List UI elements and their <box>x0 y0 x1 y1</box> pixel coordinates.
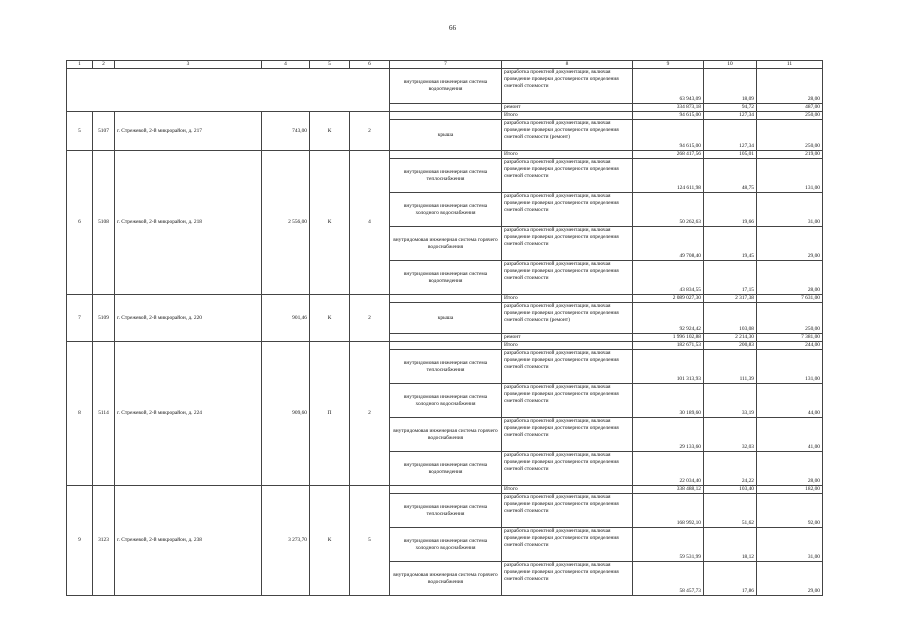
table-row <box>67 61 823 69</box>
cost-cell: 168 992,10 <box>633 494 704 528</box>
column-header: 4 <box>262 61 310 69</box>
empty-cell <box>390 112 502 120</box>
floors: 4 <box>350 151 390 295</box>
system-name: внутридомовая инженерная система теплоснабжения <box>390 494 502 528</box>
cost-cell: 124 611,98 <box>633 159 704 193</box>
table-row <box>67 112 823 120</box>
unit-cost-cell: 51,62 <box>704 494 757 528</box>
unit-cost-cell: 103,08 <box>704 303 757 334</box>
row-number: 5 <box>67 112 93 151</box>
column-header: 2 <box>93 61 115 69</box>
work-type: разработка проектной документации, включая проведение проверки достоверности определения сметной стоимости <box>502 528 633 562</box>
table-row <box>67 295 823 303</box>
empty-cell <box>390 342 502 350</box>
category: К <box>310 486 350 596</box>
floors: 5 <box>350 486 390 596</box>
cost-cell: 92 924,42 <box>633 303 704 334</box>
total-label: Итого <box>502 486 633 494</box>
work-type: разработка проектной документации, включая проведение проверки достоверности определения сметной стоимости <box>502 159 633 193</box>
category: К <box>310 151 350 295</box>
column-header: 10 <box>704 61 757 69</box>
empty-cell <box>390 104 502 112</box>
system-name: внутридомовая инженерная система теплоснабжения <box>390 350 502 384</box>
row-number: 9 <box>67 486 93 596</box>
unit-cost-cell: 48,75 <box>704 159 757 193</box>
unit-cost-cell: 2 214,30 <box>704 334 757 342</box>
address: г. Стрежевой, 2-й микрорайон, д. 238 <box>115 486 262 596</box>
system-name: внутридомовая инженерная система горячего водоснабжения <box>390 562 502 596</box>
work-type: разработка проектной документации, включая проведение проверки достоверности определения сметной стоимости <box>502 69 633 104</box>
work-type: разработка проектной документации, включая проведение проверки достоверности определения сметной стоимости <box>502 418 633 452</box>
house-code: 3123 <box>93 486 115 596</box>
floors: 2 <box>350 295 390 342</box>
limit-cell: 92,00 <box>757 494 823 528</box>
cost-cell: 49 708,40 <box>633 227 704 261</box>
address: г. Стрежевой, 2-й микрорайон, д. 220 <box>115 295 262 342</box>
cost-cell: 94 615,00 <box>633 120 704 151</box>
system-name: внутридомовая инженерная система холодного водоснабжения <box>390 384 502 418</box>
cost-cell: 94 615,00 <box>633 112 704 120</box>
limit-cell: 28,00 <box>757 69 823 104</box>
cost-cell: 58 457,73 <box>633 562 704 596</box>
limit-cell: 131,00 <box>757 159 823 193</box>
column-header: 9 <box>633 61 704 69</box>
cost-cell: 334 873,18 <box>633 104 704 112</box>
cost-cell: 50 262,63 <box>633 193 704 227</box>
limit-cell: 29,00 <box>757 562 823 596</box>
cost-cell: 29 133,60 <box>633 418 704 452</box>
limit-cell: 41,00 <box>757 418 823 452</box>
cost-cell: 59 531,99 <box>633 528 704 562</box>
unit-cost-cell: 127,34 <box>704 112 757 120</box>
total-label: Итого <box>502 112 633 120</box>
empty-cell <box>390 486 502 494</box>
unit-cost-cell: 24,22 <box>704 452 757 486</box>
table-row <box>67 486 823 494</box>
cost-cell: 30 189,60 <box>633 384 704 418</box>
unit-cost-cell: 18,12 <box>704 528 757 562</box>
category: К <box>310 295 350 342</box>
row-number: 8 <box>67 342 93 486</box>
system-name: внутридомовая инженерная система горячего водоснабжения <box>390 418 502 452</box>
row-number: 7 <box>67 295 93 342</box>
unit-cost-cell: 33,19 <box>704 384 757 418</box>
limit-cell: 131,00 <box>757 350 823 384</box>
cost-cell: 268 417,56 <box>633 151 704 159</box>
floors: 2 <box>350 112 390 151</box>
work-type: разработка проектной документации, включая проведение проверки достоверности определения сметной стоимости (ремонт) <box>502 120 633 151</box>
unit-cost-cell: 105,01 <box>704 151 757 159</box>
work-type: ремонт <box>502 104 633 112</box>
address: г. Стрежевой, 2-й микрорайон, д. 224 <box>115 342 262 486</box>
limit-cell: 44,00 <box>757 384 823 418</box>
house-code: 5114 <box>93 342 115 486</box>
system-name: внутридомовая инженерная система водоотведения <box>390 452 502 486</box>
work-type: разработка проектной документации, включая проведение проверки достоверности определения сметной стоимости <box>502 562 633 596</box>
cost-cell: 2 089 027,30 <box>633 295 704 303</box>
limit-cell: 7 381,00 <box>757 334 823 342</box>
system-name: внутридомовая инженерная система холодного водоснабжения <box>390 193 502 227</box>
work-type: разработка проектной документации, включая проведение проверки достоверности определения сметной стоимости <box>502 261 633 295</box>
column-header: 6 <box>350 61 390 69</box>
cost-cell: 63 943,09 <box>633 69 704 104</box>
house-code: 5108 <box>93 151 115 295</box>
house-area: 909,60 <box>262 342 310 486</box>
column-header: 5 <box>310 61 350 69</box>
page-number: 66 <box>449 24 456 32</box>
limit-cell: 182,00 <box>757 486 823 494</box>
column-header: 1 <box>67 61 93 69</box>
house-area: 3 273,70 <box>262 486 310 596</box>
work-type: разработка проектной документации, включая проведение проверки достоверности определения сметной стоимости <box>502 350 633 384</box>
house-code: 5107 <box>93 112 115 151</box>
cost-cell: 43 834,55 <box>633 261 704 295</box>
cost-cell: 101 313,93 <box>633 350 704 384</box>
limit-cell: 28,00 <box>757 261 823 295</box>
table-row <box>67 69 823 104</box>
row-number: 6 <box>67 151 93 295</box>
system-name: внутридомовая инженерная система водоотведения <box>390 69 502 104</box>
limit-cell: 487,00 <box>757 104 823 112</box>
system-name: крыша <box>390 120 502 151</box>
work-type: ремонт <box>502 334 633 342</box>
address: г. Стрежевой, 2-й микрорайон, д. 217 <box>115 112 262 151</box>
unit-cost-cell: 18,09 <box>704 69 757 104</box>
limit-cell: 29,00 <box>757 227 823 261</box>
limit-cell: 219,00 <box>757 151 823 159</box>
work-type: разработка проектной документации, включая проведение проверки достоверности определения сметной стоимости <box>502 494 633 528</box>
system-name: внутридомовая инженерная система горячего водоснабжения <box>390 227 502 261</box>
system-name: внутридомовая инженерная система водоотведения <box>390 261 502 295</box>
limit-cell: 7 631,00 <box>757 295 823 303</box>
limit-cell: 31,00 <box>757 193 823 227</box>
limit-cell: 250,00 <box>757 120 823 151</box>
column-header: 11 <box>757 61 823 69</box>
unit-cost-cell: 32,03 <box>704 418 757 452</box>
total-label: Итого <box>502 342 633 350</box>
unit-cost-cell: 111,39 <box>704 350 757 384</box>
limit-cell: 250,00 <box>757 303 823 334</box>
cost-cell: 1 996 102,88 <box>633 334 704 342</box>
limit-cell: 31,00 <box>757 528 823 562</box>
table-row <box>67 342 823 350</box>
house-area: 901,46 <box>262 295 310 342</box>
column-header: 3 <box>115 61 262 69</box>
limit-cell: 250,00 <box>757 112 823 120</box>
empty-cell <box>390 295 502 303</box>
unit-cost-cell: 19,45 <box>704 227 757 261</box>
unit-cost-cell: 94,72 <box>704 104 757 112</box>
column-header: 7 <box>390 61 502 69</box>
unit-cost-cell: 103,40 <box>704 486 757 494</box>
unit-cost-cell: 17,86 <box>704 562 757 596</box>
empty-cell <box>390 334 502 342</box>
unit-cost-cell: 19,66 <box>704 193 757 227</box>
empty-cell <box>390 151 502 159</box>
limit-cell: 28,00 <box>757 452 823 486</box>
total-label: Итого <box>502 151 633 159</box>
house-area: 2 556,00 <box>262 151 310 295</box>
empty-cell <box>67 69 390 112</box>
limit-cell: 244,00 <box>757 342 823 350</box>
system-name: внутридомовая инженерная система теплоснабжения <box>390 159 502 193</box>
address: г. Стрежевой, 2-й микрорайон, д. 218 <box>115 151 262 295</box>
unit-cost-cell: 200,83 <box>704 342 757 350</box>
system-name: крыша <box>390 303 502 334</box>
capital-repair-table <box>66 60 823 596</box>
unit-cost-cell: 17,15 <box>704 261 757 295</box>
total-label: Итого <box>502 295 633 303</box>
house-area: 743,00 <box>262 112 310 151</box>
unit-cost-cell: 127,34 <box>704 120 757 151</box>
work-type: разработка проектной документации, включая проведение проверки достоверности определения сметной стоимости <box>502 227 633 261</box>
category: К <box>310 112 350 151</box>
cost-cell: 22 034,40 <box>633 452 704 486</box>
floors: 2 <box>350 342 390 486</box>
system-name: внутридомовая инженерная система холодного водоснабжения <box>390 528 502 562</box>
cost-cell: 338 488,12 <box>633 486 704 494</box>
house-code: 5109 <box>93 295 115 342</box>
unit-cost-cell: 2 317,38 <box>704 295 757 303</box>
work-type: разработка проектной документации, включая проведение проверки достоверности определения сметной стоимости <box>502 384 633 418</box>
cost-cell: 182 671,53 <box>633 342 704 350</box>
table-row <box>67 151 823 159</box>
work-type: разработка проектной документации, включая проведение проверки достоверности определения сметной стоимости <box>502 452 633 486</box>
column-header: 8 <box>502 61 633 69</box>
category: П <box>310 342 350 486</box>
work-type: разработка проектной документации, включая проведение проверки достоверности определения сметной стоимости <box>502 193 633 227</box>
work-type: разработка проектной документации, включая проведение проверки достоверности определения сметной стоимости (ремонт) <box>502 303 633 334</box>
